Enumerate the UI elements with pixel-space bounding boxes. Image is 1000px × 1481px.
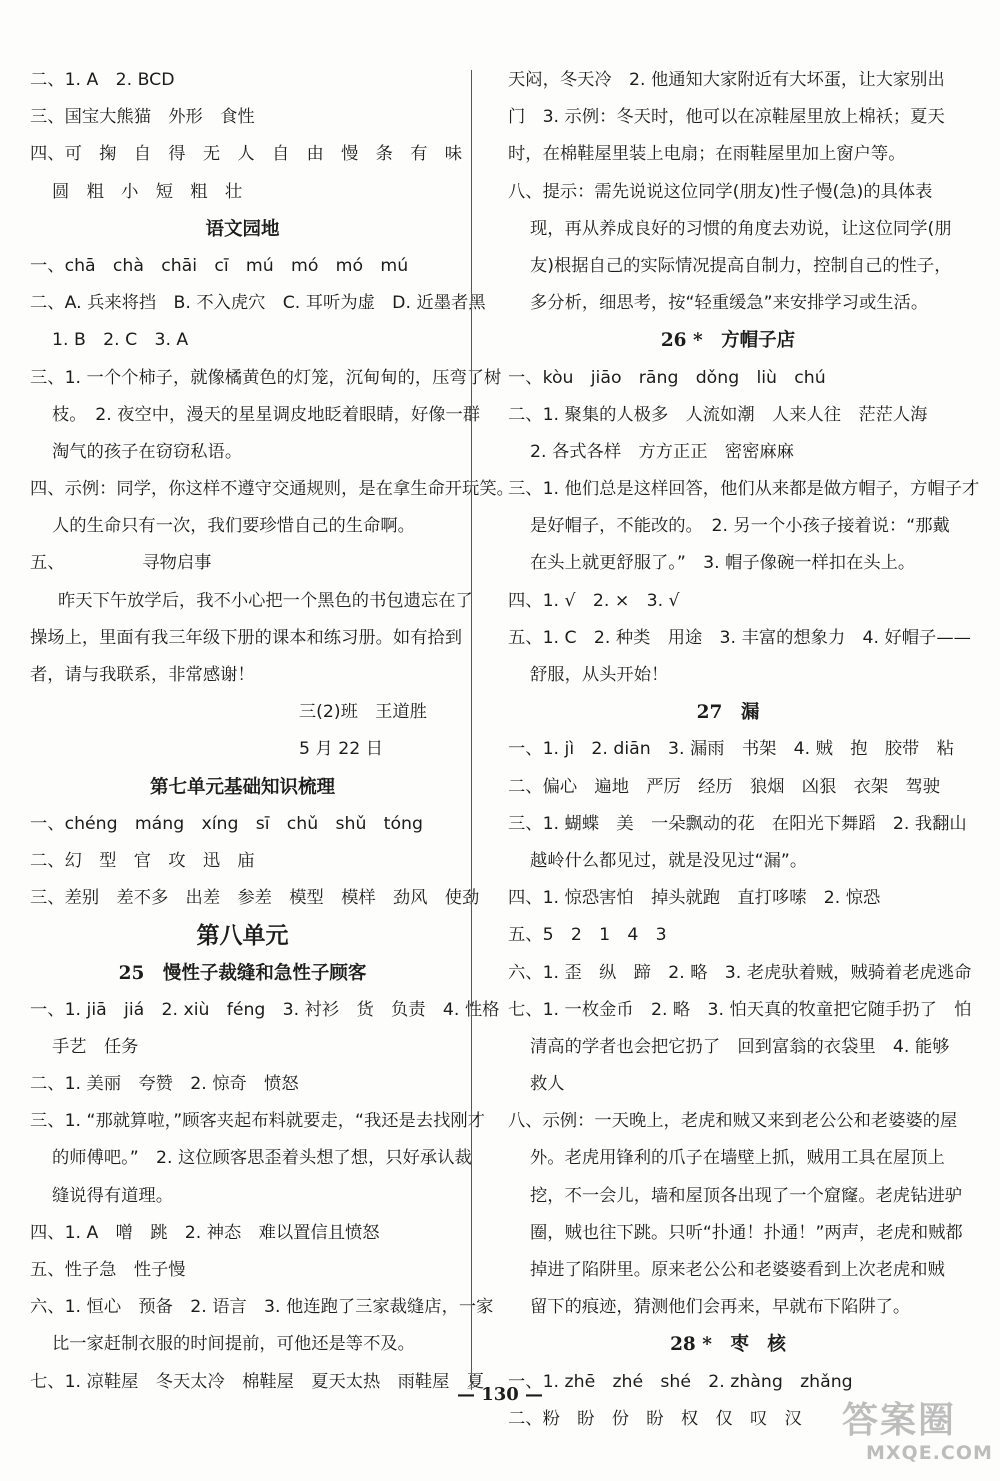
answer-line: 清高的学者也会把它扔了 回到富翁的衣袋里 4. 能够 [530, 1036, 950, 1057]
answer-line: 淘气的孩子在窃窃私语。 [52, 441, 243, 462]
answer-line: 是好帽子，不能改的。 2. 另一个小孩子接着说：“那戴 [530, 516, 950, 537]
answer-line: 八、提示：需先说说这位同学(朋友)性子慢(急)的具体表 [508, 181, 933, 202]
answer-line: 一、chéng máng xíng sī chǔ shǔ tóng [30, 813, 423, 834]
answer-line: 时，在棉鞋屋里装上电扇；在雨鞋屋里加上窗户等。 [508, 144, 906, 165]
column-divider [471, 70, 472, 1390]
answer-line: 人的生命只有一次，我们要珍惜自己的生命啊。 [52, 516, 415, 537]
answer-line: 四、示例：同学，你这样不遵守交通规则，是在拿生命开玩笑。 [30, 479, 514, 500]
answer-line: 2. 各式各样 方方正正 密密麻麻 [530, 441, 794, 462]
answer-line: 舒服，从头开始！ [530, 665, 669, 685]
answer-line: 者，请与我联系，非常感谢！ [30, 665, 255, 685]
section-heading: 第七单元基础知识梳理 [149, 776, 335, 798]
answer-line: 友)根据自己的实际情况提高自制力，控制自己的性子， [530, 255, 952, 276]
section-heading: 27 漏 [696, 702, 760, 724]
answer-line: 外。老虎用锋利的爪子在墙壁上抓，贼用工具在屋顶上 [530, 1148, 945, 1169]
answer-line: 的师傅吧。” 2. 这位顾客思歪着头想了想，只好承认裁 [52, 1148, 472, 1169]
answer-line: 四、1. 惊恐害怕 掉头就跑 直打哆嗦 2. 惊恐 [508, 888, 881, 909]
page-number: — 130 — [456, 1384, 544, 1405]
answer-line: 多分析，细思考，按“轻重缓急”来安排学习或生活。 [530, 293, 929, 314]
answer-line: 三、国宝大熊猫 外形 食性 [30, 107, 255, 128]
answer-line: 一、1. zhē zhé shé 2. zhàng zhǎng [508, 1371, 853, 1392]
answer-line: 二、1. 美丽 夸赞 2. 惊奇 愤怒 [30, 1074, 299, 1095]
answer-line: 5 月 22 日 [298, 739, 383, 760]
section-heading: 25 慢性子裁缝和急性子顾客 [118, 962, 367, 984]
answer-line: 五、1. C 2. 种类 用途 3. 丰富的想象力 4. 好帽子—— [508, 627, 971, 648]
answer-line: 七、1. 一枚金币 2. 略 3. 怕天真的牧童把它随手扔了 怕 [508, 999, 972, 1020]
answer-line: 三、1. 他们总是这样回答，他们从来都是做方帽子，方帽子才 [508, 479, 980, 500]
answer-line: 七、1. 凉鞋屋 冬天太冷 棉鞋屋 夏天太热 雨鞋屋 夏 [30, 1371, 485, 1392]
answer-line: 一、1. jiā jiá 2. xiù féng 3. 衬衫 货 负责 4. 性格 [30, 999, 500, 1020]
answer-line: 二、幻 型 官 攻 迅 庙 [30, 850, 255, 871]
answer-line: 三、1. 一个个柿子，就像橘黄色的灯笼，沉甸甸的，压弯了树 [30, 367, 502, 388]
right-column [508, 62, 980, 1438]
answer-line: 三(2)班 王道胜 [298, 702, 427, 723]
answer-line: 一、1. jì 2. diān 3. 漏雨 书架 4. 贼 抱 胶带 粘 [508, 739, 954, 760]
answer-line: 操场上，里面有我三年级下册的课本和练习册。如有拾到 [30, 627, 463, 648]
answer-line: 比一家赶制衣服的时间提前，可他还是等不及。 [52, 1334, 415, 1355]
answer-line: 枝。 2. 夜空中，漫天的星星调皮地眨着眼睛，好像一群 [52, 404, 481, 425]
answer-line: 二、A. 兵来将挡 B. 不入虎穴 C. 耳听为虚 D. 近墨者黑 [30, 293, 486, 314]
answer-line: 手艺 任务 [52, 1036, 139, 1057]
answer-line: 五、 寻物启事 [30, 553, 212, 574]
answer-line: 一、kòu jiāo rāng dǒng liù chú [508, 367, 826, 388]
section-heading: 语文园地 [205, 218, 280, 240]
section-heading: 第八单元 [196, 922, 289, 950]
answer-line: 圆 粗 小 短 粗 壮 [52, 181, 243, 202]
answer-line: 一、chā chà chāi cī mú mó mó mú [30, 255, 409, 276]
answer-line: 1. B 2. C 3. A [52, 330, 189, 351]
answer-line: 在头上就更舒服了。” 3. 帽子像碗一样扣在头上。 [530, 553, 916, 574]
answer-line: 救人 [530, 1074, 565, 1095]
answer-line: 五、5 2 1 4 3 [508, 925, 667, 946]
answer-line: 四、可 掬 自 得 无 人 自 由 慢 条 有 味 [30, 144, 463, 165]
answer-line: 二、偏心 遍地 严厉 经历 狼烟 凶狠 衣架 驾驶 [508, 776, 941, 797]
answer-line: 缝说得有道理。 [52, 1185, 173, 1206]
answer-line: 天闷，冬天冷 2. 他通知大家附近有大坏蛋，让大家别出 [508, 70, 945, 90]
answer-line: 昨天下午放学后，我不小心把一个黑色的书包遗忘在了 [58, 590, 473, 611]
watermark-logo [838, 1392, 993, 1472]
answer-line: 留下的痕迹，猜测他们会再来，早就布下陷阱了。 [530, 1297, 911, 1318]
answer-line: 二、粉 盼 份 盼 权 仅 叹 汉 [508, 1408, 802, 1429]
answer-line: 二、1. 聚集的人极多 人流如潮 人来人往 茫茫人海 [508, 404, 928, 425]
watermark-text: 答案圈 [842, 1400, 957, 1441]
answer-line: 四、1. √ 2. × 3. √ [508, 590, 680, 611]
answer-line: 六、1. 恒心 预备 2. 语言 3. 他连跑了三家裁缝店，一家 [30, 1297, 494, 1318]
watermark-url: MXQE.COM [866, 1442, 993, 1464]
answer-line: 挖，不一会儿，墙和屋顶各出现了一个窟窿。老虎钻进驴 [530, 1185, 963, 1206]
answer-line: 三、1. “那就算啦，”顾客夹起布料就要走，“我还是去找刚才 [30, 1111, 485, 1132]
answer-line: 掉进了陷阱里。原来老公公和老婆婆看到上次老虎和贼 [530, 1260, 945, 1280]
answer-line: 四、1. A 噌 跳 2. 神态 难以置信且愤怒 [30, 1222, 380, 1243]
answer-line: 圈，贼也往下跳。只听“扑通！扑通！”两声，老虎和贼都 [530, 1222, 963, 1243]
answer-line: 三、差别 差不多 出差 参差 模型 模样 劲风 使劲 [30, 888, 480, 909]
answer-line: 八、示例：一天晚上，老虎和贼又来到老公公和老婆婆的屋 [508, 1111, 958, 1132]
section-heading: 26 * 方帽子店 [660, 330, 796, 352]
answer-line: 现，再从养成良好的习惯的角度去劝说，让这位同学(朋 [530, 218, 952, 239]
section-heading: 28 * 枣 核 [670, 1334, 786, 1356]
answer-line: 六、1. 歪 纵 蹄 2. 略 3. 老虎驮着贼，贼骑着老虎逃命 [508, 962, 972, 983]
answer-line: 五、性子急 性子慢 [30, 1260, 186, 1280]
answer-line: 越岭什么都见过，就是没见过“漏”。 [530, 850, 808, 871]
answer-line: 门 3. 示例：冬天时，他可以在凉鞋屋里放上棉袄；夏天 [508, 107, 945, 128]
answer-line: 二、1. A 2. BCD [30, 70, 175, 90]
answer-line: 三、1. 蝴蝶 美 一朵飘动的花 在阳光下舞蹈 2. 我翻山 [508, 813, 967, 834]
